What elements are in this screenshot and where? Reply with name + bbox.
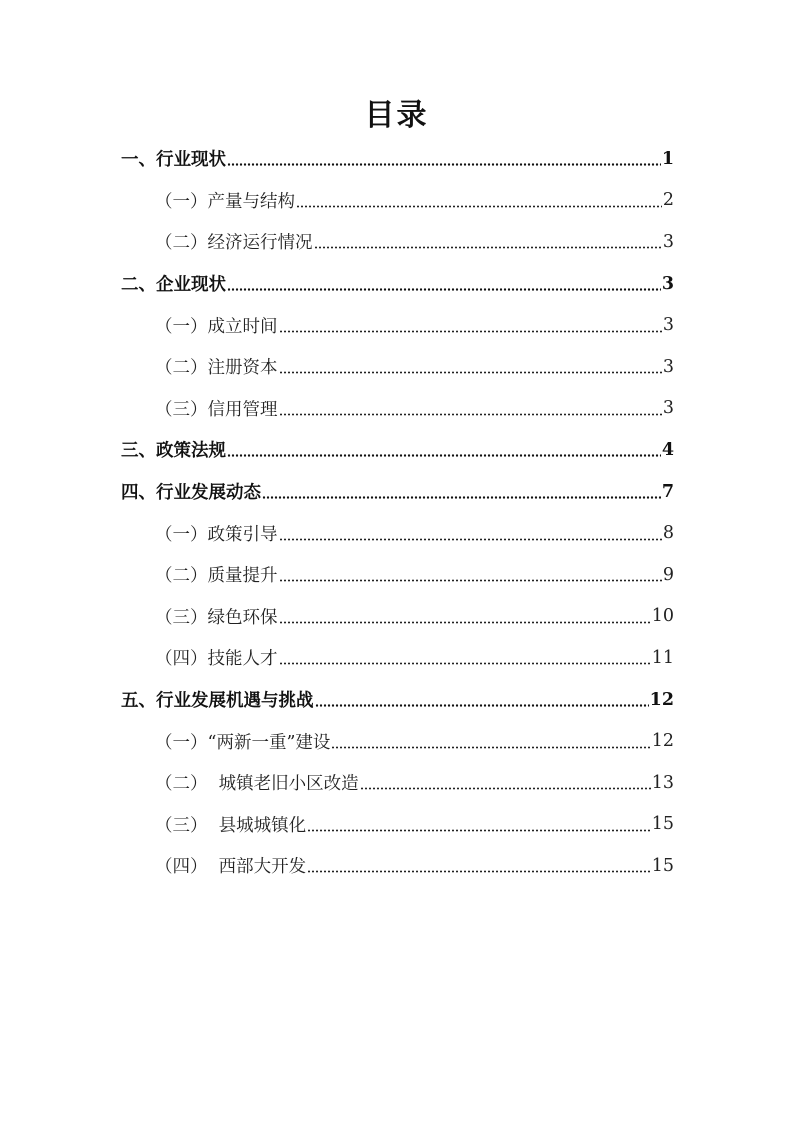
toc-entry-label: （三）信用管理: [155, 399, 278, 420]
toc-dot-leader: [279, 662, 651, 665]
toc-dot-leader: [360, 787, 651, 790]
toc-section-entry[interactable]: [121, 679, 674, 721]
toc-entry-label: （三） 县城城镇化: [155, 815, 307, 836]
toc-entry-label: （四） 西部大开发: [155, 857, 307, 878]
toc-page-number: 3: [662, 231, 674, 252]
toc-page-number: 3: [662, 398, 674, 419]
toc-entry-label: 四、行业发展动态: [121, 483, 261, 504]
toc-dot-leader: [227, 163, 661, 166]
toc-dot-leader: [279, 413, 662, 416]
toc-page-number: 12: [649, 689, 674, 710]
toc-dot-leader: [227, 454, 661, 457]
toc-dot-leader: [262, 496, 661, 499]
toc-dot-leader: [279, 579, 662, 582]
toc-page-number: 3: [662, 356, 674, 377]
toc-page-number: 1: [661, 148, 674, 169]
toc-dot-leader: [279, 621, 651, 624]
toc-dot-leader: [279, 330, 662, 333]
toc-page-number: 3: [662, 315, 674, 336]
toc-page-number: 2: [662, 190, 674, 211]
toc-dot-leader: [307, 870, 651, 873]
toc-dot-leader: [307, 829, 651, 832]
toc-page-number: 8: [662, 523, 674, 544]
toc-subsection-entry[interactable]: [155, 637, 674, 679]
toc-dot-leader: [279, 538, 662, 541]
toc-page-number: 15: [651, 814, 674, 835]
toc-page-number: 7: [661, 481, 674, 502]
toc-entry-label: （一）政策引导: [155, 524, 278, 545]
toc-page-number: 12: [651, 731, 674, 752]
toc-entry-label: （二）经济运行情况: [155, 233, 313, 254]
toc-subsection-entry[interactable]: [155, 180, 674, 222]
toc-entry-label: （二） 城镇老旧小区改造: [155, 774, 359, 795]
toc-subsection-entry[interactable]: [155, 554, 674, 596]
toc-page-number: 15: [651, 855, 674, 876]
toc-subsection-entry[interactable]: [155, 388, 674, 430]
toc-section-entry[interactable]: [121, 429, 674, 471]
toc-entry-label: 三、政策法规: [121, 441, 226, 462]
toc-page-number: 11: [651, 647, 674, 668]
toc-subsection-entry[interactable]: [155, 221, 674, 263]
toc-page-number: 10: [651, 606, 674, 627]
toc-dot-leader: [296, 205, 662, 208]
toc-entry-label: （四）技能人才: [155, 649, 278, 670]
toc-page-number: 9: [662, 564, 674, 585]
toc-subsection-entry[interactable]: [155, 346, 674, 388]
toc-dot-leader: [227, 288, 661, 291]
toc-section-entry[interactable]: [121, 138, 674, 180]
toc-section-entry[interactable]: [121, 471, 674, 513]
toc-subsection-entry[interactable]: [155, 512, 674, 554]
toc-subsection-entry[interactable]: [155, 845, 674, 887]
toc-subsection-entry[interactable]: [155, 804, 674, 846]
toc-entry-label: （三）绿色环保: [155, 607, 278, 628]
toc-entry-label: 五、行业发展机遇与挑战: [121, 691, 314, 712]
toc-list: [0, 138, 793, 887]
toc-subsection-entry[interactable]: [155, 720, 674, 762]
toc-entry-label: （一）“两新一重”建设: [155, 732, 331, 753]
toc-entry-label: （二）注册资本: [155, 358, 278, 379]
toc-entry-label: 二、企业现状: [121, 275, 226, 296]
toc-dot-leader: [279, 371, 662, 374]
toc-section-entry[interactable]: [121, 263, 674, 305]
toc-entry-label: （一）成立时间: [155, 316, 278, 337]
toc-dot-leader: [331, 746, 650, 749]
toc-dot-leader: [314, 246, 662, 249]
toc-page-number: 3: [661, 273, 674, 294]
toc-subsection-entry[interactable]: [155, 596, 674, 638]
toc-entry-label: （一）产量与结构: [155, 191, 295, 212]
toc-page-number: 4: [661, 439, 674, 460]
toc-subsection-entry[interactable]: [155, 762, 674, 804]
toc-dot-leader: [315, 704, 649, 707]
toc-entry-label: （二）质量提升: [155, 566, 278, 587]
toc-title: 目录: [364, 98, 429, 133]
toc-page-number: 13: [651, 772, 674, 793]
toc-entry-label: 一、行业现状: [121, 150, 226, 171]
toc-subsection-entry[interactable]: [155, 304, 674, 346]
